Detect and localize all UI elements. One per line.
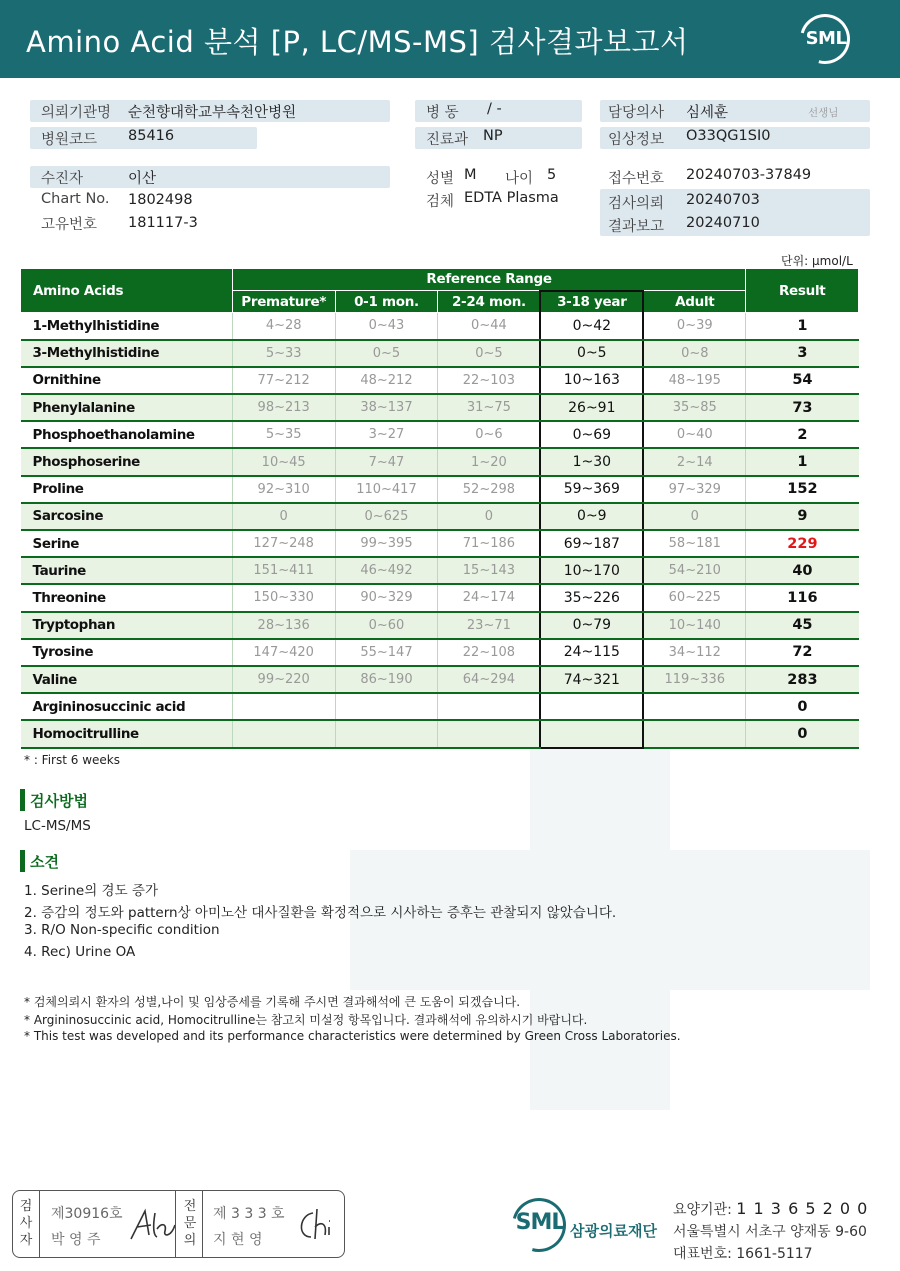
reference-range-cell: 0~8 <box>643 340 746 367</box>
examiner-name: 박 영 주 <box>51 1232 101 1248</box>
col-header-age: 3-18 year <box>540 291 643 313</box>
amino-acid-name: 3-Methylhistidine <box>21 340 233 367</box>
result-cell: 116 <box>746 584 859 611</box>
result-cell: 45 <box>746 612 859 639</box>
reference-range-cell: 52~298 <box>438 476 541 503</box>
table-row <box>21 530 859 557</box>
request-value: 20240703 <box>686 192 760 208</box>
reference-range-cell: 0 <box>232 503 335 530</box>
result-cell: 283 <box>746 666 859 693</box>
department-value: NP <box>483 128 503 144</box>
report-date-label: 결과보고 <box>608 219 665 235</box>
request-label: 검사의뢰 <box>608 196 665 212</box>
table-row <box>21 448 859 475</box>
table-row <box>21 476 859 503</box>
reference-range-cell: 1~30 <box>540 448 643 475</box>
reference-range-cell: 26~91 <box>540 394 643 421</box>
amino-acid-name: Ornithine <box>21 367 233 394</box>
note-line: * 검체의뢰시 환자의 성별,나이 및 임상증세를 기록해 주시면 결과해석에 큰 도움이 되겠습니다. <box>24 995 521 1009</box>
reference-range-cell: 35~85 <box>643 394 746 421</box>
specialist-label: 전 문 의 <box>183 1199 197 1248</box>
col-header-age: 0-1 mon. <box>335 291 438 313</box>
reference-range-cell: 22~108 <box>438 639 541 666</box>
amino-acid-name: Argininosuccinic acid <box>21 693 233 720</box>
reference-range-cell <box>232 693 335 720</box>
examiner-signature <box>127 1205 177 1245</box>
reference-range-cell: 38~137 <box>335 394 438 421</box>
method-title: 검사방법 <box>30 792 88 810</box>
reference-range-cell: 90~329 <box>335 584 438 611</box>
reference-range-cell: 0 <box>643 503 746 530</box>
finding-line: 2. 증감의 정도와 pattern상 아미노산 대사질환을 확정적으로 시사하는 증후는 관찰되지 않았습니다. <box>24 905 617 921</box>
sml-logo: SML <box>800 14 852 64</box>
amino-acid-name: Tryptophan <box>21 612 233 639</box>
specialist-signature <box>293 1205 343 1245</box>
reference-range-cell: 0~625 <box>335 503 438 530</box>
ward-label: 병 동 <box>426 105 459 121</box>
reference-range-cell: 46~492 <box>335 557 438 584</box>
sex-label: 성별 <box>426 171 455 187</box>
patient-value: 이산 <box>128 171 157 187</box>
reference-range-cell: 64~294 <box>438 666 541 693</box>
footer-code-line: 요양기관: 1 1 3 6 5 2 0 0 <box>673 1199 869 1218</box>
reference-range-cell: 110~417 <box>335 476 438 503</box>
amino-acid-name: Threonine <box>21 584 233 611</box>
reference-range-cell <box>232 720 335 747</box>
footer-org-name: 삼광의료재단 <box>570 1222 657 1240</box>
reference-range-cell: 59~369 <box>540 476 643 503</box>
specialist-name: 지 현 영 <box>213 1232 263 1248</box>
reference-range-cell: 0~5 <box>540 340 643 367</box>
reference-range-cell: 74~321 <box>540 666 643 693</box>
reference-range-cell <box>438 720 541 747</box>
table-row <box>21 639 859 666</box>
findings-title: 소견 <box>30 853 59 871</box>
reference-range-cell: 7~47 <box>335 448 438 475</box>
result-cell: 1 <box>746 313 859 340</box>
specimen-label: 검체 <box>426 194 455 210</box>
result-cell: 40 <box>746 557 859 584</box>
reference-range-cell: 31~75 <box>438 394 541 421</box>
reference-range-cell: 99~220 <box>232 666 335 693</box>
table-row <box>21 557 859 584</box>
result-cell: 72 <box>746 639 859 666</box>
table-footnote: * : First 6 weeks <box>24 753 120 767</box>
reference-range-cell <box>643 720 746 747</box>
reference-range-cell: 10~45 <box>232 448 335 475</box>
reference-range-cell: 97~329 <box>643 476 746 503</box>
table-row <box>21 612 859 639</box>
reference-range-cell: 127~248 <box>232 530 335 557</box>
reference-range-cell <box>335 693 438 720</box>
amino-acid-name: Taurine <box>21 557 233 584</box>
reference-range-cell: 5~33 <box>232 340 335 367</box>
age-value: 5 <box>547 167 557 183</box>
examiner-label: 검 사 자 <box>19 1199 33 1248</box>
reference-range-cell: 147~420 <box>232 639 335 666</box>
reference-range-cell: 0~44 <box>438 313 541 340</box>
table-row <box>21 340 859 367</box>
reference-range-cell: 0~6 <box>438 421 541 448</box>
result-cell: 54 <box>746 367 859 394</box>
report-date-value: 20240710 <box>686 215 760 231</box>
reference-range-cell: 34~112 <box>643 639 746 666</box>
reference-range-cell: 35~226 <box>540 584 643 611</box>
amino-acid-name: Tyrosine <box>21 639 233 666</box>
examiner-number: 제30916호 <box>51 1206 123 1222</box>
specialist-number: 제 3 3 3 호 <box>213 1206 285 1222</box>
report-header <box>0 0 900 78</box>
reference-range-cell: 5~35 <box>232 421 335 448</box>
reference-range-cell: 86~190 <box>335 666 438 693</box>
table-row <box>21 313 859 340</box>
unit-label: 단위: μmol/L <box>781 254 853 268</box>
reference-range-cell: 24~115 <box>540 639 643 666</box>
reference-range-cell <box>540 720 643 747</box>
note-line: * Argininosuccinic acid, Homocitrulline는 참고치 미설정 항목입니다. 결과해석에 유의하시기 바랍니다. <box>24 1013 588 1027</box>
method-bar <box>20 789 25 811</box>
chart-value: 1802498 <box>128 192 193 208</box>
amino-acid-name: Phosphoserine <box>21 448 233 475</box>
reference-range-cell: 0~43 <box>335 313 438 340</box>
reference-range-cell: 48~195 <box>643 367 746 394</box>
sex-value: M <box>464 167 477 183</box>
reference-range-cell: 2~14 <box>643 448 746 475</box>
amino-acid-name: Phosphoethanolamine <box>21 421 233 448</box>
amino-acid-table <box>20 268 859 749</box>
result-cell: 0 <box>746 720 859 747</box>
amino-acid-name: Valine <box>21 666 233 693</box>
col-header-result: Result <box>746 269 859 313</box>
reference-range-cell: 58~181 <box>643 530 746 557</box>
reference-range-cell: 48~212 <box>335 367 438 394</box>
col-header-age: Adult <box>643 291 746 313</box>
col-header-amino-acids: Amino Acids <box>21 269 233 313</box>
institution-value: 순천향대학교부속천안병원 <box>128 105 297 121</box>
table-row <box>21 666 859 693</box>
table-row <box>21 584 859 611</box>
col-header-age: 2-24 mon. <box>438 291 541 313</box>
reference-range-cell: 0~39 <box>643 313 746 340</box>
amino-acid-name: Proline <box>21 476 233 503</box>
col-header-reference-range: Reference Range <box>232 269 746 291</box>
amino-acid-name: 1-Methylhistidine <box>21 313 233 340</box>
patient-bg <box>30 166 390 188</box>
clinical-label: 임상정보 <box>608 132 665 148</box>
reference-range-cell: 150~330 <box>232 584 335 611</box>
hospital-code-label: 병원코드 <box>41 132 98 148</box>
table-row <box>21 367 859 394</box>
reference-range-cell: 0~5 <box>335 340 438 367</box>
reference-range-cell: 24~174 <box>438 584 541 611</box>
hospital-code-value: 85416 <box>128 128 175 144</box>
reception-label: 접수번호 <box>608 171 665 187</box>
reference-range-cell: 0~79 <box>540 612 643 639</box>
footer-phone-line: 대표번호: 1661-5117 <box>673 1246 813 1262</box>
amino-acid-name: Sarcosine <box>21 503 233 530</box>
reference-range-cell: 71~186 <box>438 530 541 557</box>
reference-range-cell <box>540 693 643 720</box>
patient-label: 수진자 <box>41 171 84 187</box>
reference-range-cell: 0 <box>438 503 541 530</box>
findings-bar <box>20 850 25 872</box>
reference-range-cell: 92~310 <box>232 476 335 503</box>
amino-acid-name: Homocitrulline <box>21 720 233 747</box>
table-row <box>21 394 859 421</box>
method-text: LC-MS/MS <box>24 818 91 834</box>
result-cell: 2 <box>746 421 859 448</box>
chart-label: Chart No. <box>41 191 110 207</box>
reference-range-cell: 10~140 <box>643 612 746 639</box>
reference-range-cell <box>335 720 438 747</box>
age-label: 나이 <box>505 171 534 187</box>
reference-range-cell: 60~225 <box>643 584 746 611</box>
amino-acid-name: Phenylalanine <box>21 394 233 421</box>
footer-sml-logo: SML <box>508 1198 572 1254</box>
table-row <box>21 693 859 720</box>
reference-range-cell <box>643 693 746 720</box>
report-title: Amino Acid 분석 [P, LC/MS-MS] 검사결과보고서 <box>26 25 689 59</box>
reference-range-cell: 10~170 <box>540 557 643 584</box>
reference-range-cell: 119~336 <box>643 666 746 693</box>
institution-label: 의뢰기관명 <box>41 105 112 121</box>
reference-range-cell: 0~9 <box>540 503 643 530</box>
reference-range-cell: 23~71 <box>438 612 541 639</box>
doctor-suffix: 선생님 <box>808 107 839 119</box>
reference-range-cell: 15~143 <box>438 557 541 584</box>
reference-range-cell: 3~27 <box>335 421 438 448</box>
result-cell: 0 <box>746 693 859 720</box>
reference-range-cell: 0~40 <box>643 421 746 448</box>
reference-range-cell: 151~411 <box>232 557 335 584</box>
reference-range-cell <box>438 693 541 720</box>
reference-range-cell: 1~20 <box>438 448 541 475</box>
reference-range-cell: 22~103 <box>438 367 541 394</box>
doctor-value: 심세훈 <box>686 105 729 121</box>
reference-range-cell: 69~187 <box>540 530 643 557</box>
result-cell: 73 <box>746 394 859 421</box>
finding-line: 1. Serine의 경도 증가 <box>24 883 158 899</box>
result-cell: 9 <box>746 503 859 530</box>
unique-label: 고유번호 <box>41 217 98 233</box>
reference-range-cell: 0~42 <box>540 313 643 340</box>
reference-range-cell: 4~28 <box>232 313 335 340</box>
result-cell: 229 <box>746 530 859 557</box>
table-row <box>21 720 859 747</box>
amino-acid-name: Serine <box>21 530 233 557</box>
col-header-age: Premature* <box>232 291 335 313</box>
result-cell: 3 <box>746 340 859 367</box>
table-row <box>21 503 859 530</box>
result-cell: 152 <box>746 476 859 503</box>
reference-range-cell: 54~210 <box>643 557 746 584</box>
finding-line: 3. R/O Non-specific condition <box>24 922 220 938</box>
department-label: 진료과 <box>426 132 469 148</box>
reference-range-cell: 0~5 <box>438 340 541 367</box>
clinical-value: O33QG1SI0 <box>686 128 771 144</box>
note-line: * This test was developed and its performance characteristics were determined by Green Cross Laboratories. <box>24 1029 681 1043</box>
reference-range-cell: 77~212 <box>232 367 335 394</box>
result-cell: 1 <box>746 448 859 475</box>
signature-box <box>12 1190 345 1258</box>
reference-range-cell: 0~69 <box>540 421 643 448</box>
reference-range-cell: 10~163 <box>540 367 643 394</box>
reference-range-cell: 98~213 <box>232 394 335 421</box>
finding-line: 4. Rec) Urine OA <box>24 944 136 960</box>
reference-range-cell: 55~147 <box>335 639 438 666</box>
specimen-value: EDTA Plasma <box>464 190 559 206</box>
reference-range-cell: 99~395 <box>335 530 438 557</box>
reference-range-cell: 0~60 <box>335 612 438 639</box>
table-row <box>21 421 859 448</box>
reception-value: 20240703-37849 <box>686 167 812 183</box>
doctor-label: 담당의사 <box>608 105 665 121</box>
unique-value: 181117-3 <box>128 215 198 231</box>
ward-value: / - <box>487 101 502 117</box>
reference-range-cell: 28~136 <box>232 612 335 639</box>
footer-address: 서울특별시 서초구 양재동 9-60 <box>673 1224 867 1240</box>
